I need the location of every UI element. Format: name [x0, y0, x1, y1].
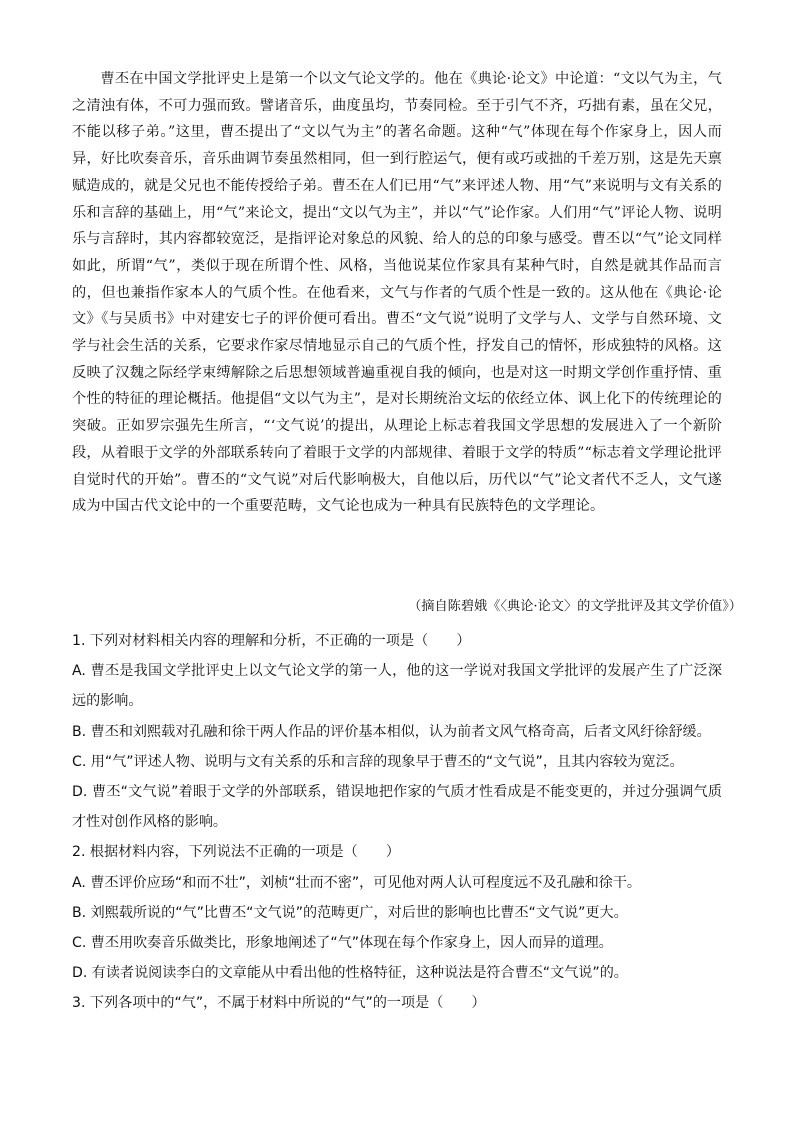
question-2: [72, 837, 722, 988]
question-2-option-a: A. 曹丕评价应玚“和而不壮”，刘桢“壮而不密”，可见他对两人认可程度远不及孔融和徐干。: [72, 874, 642, 891]
question-list: [72, 626, 722, 1019]
question-2-option-c: C. 曹丕用吹奏音乐做类比，形象地阐述了“气”体现在每个作家身上，因人而异的道理。: [72, 935, 613, 952]
reading-passage: 曹丕在中国文学批评史上是第一个以文气论文学的。他在《典论·论文》中论道：“文以气为主，气之清浊有体，不可力强而致。譬诸音乐，曲度虽均，节奏同检。至于引气不齐，巧拙有素，虽在父兄，不能以移子弟。”这里，曹丕提出了“文以气为主”的著名命题。这种“气”体现在每个作家身上，因人而异，好比吹奏音乐，音乐曲调节奏虽然相同，但一到行腔运气，便有或巧或拙的千差万别，这是先天禀赋造成的，就是父兄也不能传授给子弟。曹丕在人们已用“气”来评述人物、用“气”来说明与文有关系的乐和言辞的基础上，用“气”来论文，提出“文以气为主”，并以“气”论作家。人们用“气”评论人物、说明乐与言辞时，其内容都较宽泛，是指评论对象总的风貌、给人的总的印象与感受。曹丕以“气”论文同样如此，所谓“气”，类似于现在所谓个性、风格，当他说某位作家具有某种气时，自然是就其作品而言的，但也兼指作家本人的气质个性。在他看来，文气与作者的气质个性是一致的。这从他在《典论·论文》《与吴质书》中对建安七子的评价便可看出。曹丕“文气说”说明了文学与人、文学与自然环境、文学与社会生活的关系，它要求作家尽情地显示自己的气质个性，抒发自己的情怀，形成独特的风格。这反映了汉魏之际经学束缚解除之后思想领域普遍重视自我的倾向，也是对这一时期文学创作重抒情、重个性的特征的理论概括。他提倡“文以气为主”，是对长期统治文坛的依经立体、讽上化下的传统理论的突破。正如罗宗强先生所言，“‘文气说’的提出，从理论上标志着我国文学思想的发展进入了一个新阶段，从着眼于文学的外部联系转向了着眼于文学的内部规律、着眼于文学的特质”“标志着文学理论批评自觉时代的开始”。曹丕的“文气说”对后代影响极大，自他以后，历代以“气”论文者代不乏人，文气遂成为中国古代文论中的一个重要范畴，文气论也成为一种具有民族特色的文学理论。: [72, 71, 722, 515]
question-2-option-b: B. 刘熙载所说的“气”比曹丕“文气说”的范畴更广，对后世的影响也比曹丕“文气说”更大。: [72, 904, 628, 921]
question-1-option-a: A. 曹丕是我国文学批评史上以文气论文学的第一人，他的这一学说对我国文学批评的发展产生了广泛深远的影响。: [72, 663, 722, 710]
question-2-option-d: D. 有读者说阅读李白的文章能从中看出他的性格特征，这种说法是符合曹丕“文气说”的。: [72, 965, 628, 982]
question-1-option-d: D. 曹丕“文气说”着眼于文学的外部联系，错误地把作家的气质才性看成是不能变更的，并过分强调气质才性对创作风格的影响。: [72, 784, 722, 831]
question-1: [72, 626, 722, 837]
question-3: [72, 988, 722, 1018]
passage-source-citation: （摘自陈碧娥《〈典论·论文〉的文学批评及其文学价值》）: [408, 599, 742, 614]
question-1-stem: 1. 下列对材料相关内容的理解和分析，不正确的一项是（ ）: [72, 633, 471, 649]
question-1-option-c: C. 用“气”评述人物、说明与文有关系的乐和言辞的现象早于曹丕的“文气说”，且其内容较为宽泛。: [72, 753, 684, 770]
question-3-stem: 3. 下列各项中的“气”，不属于材料中所说的“气”的一项是（ ）: [72, 995, 486, 1012]
question-2-stem: 2. 根据材料内容，下列说法不正确的一项是（ ）: [72, 844, 400, 861]
question-1-option-b: B. 曹丕和刘熙载对孔融和徐干两人作品的评价基本相似，认为前者文风气格奇高，后者文风纡徐舒缓。: [72, 723, 711, 740]
